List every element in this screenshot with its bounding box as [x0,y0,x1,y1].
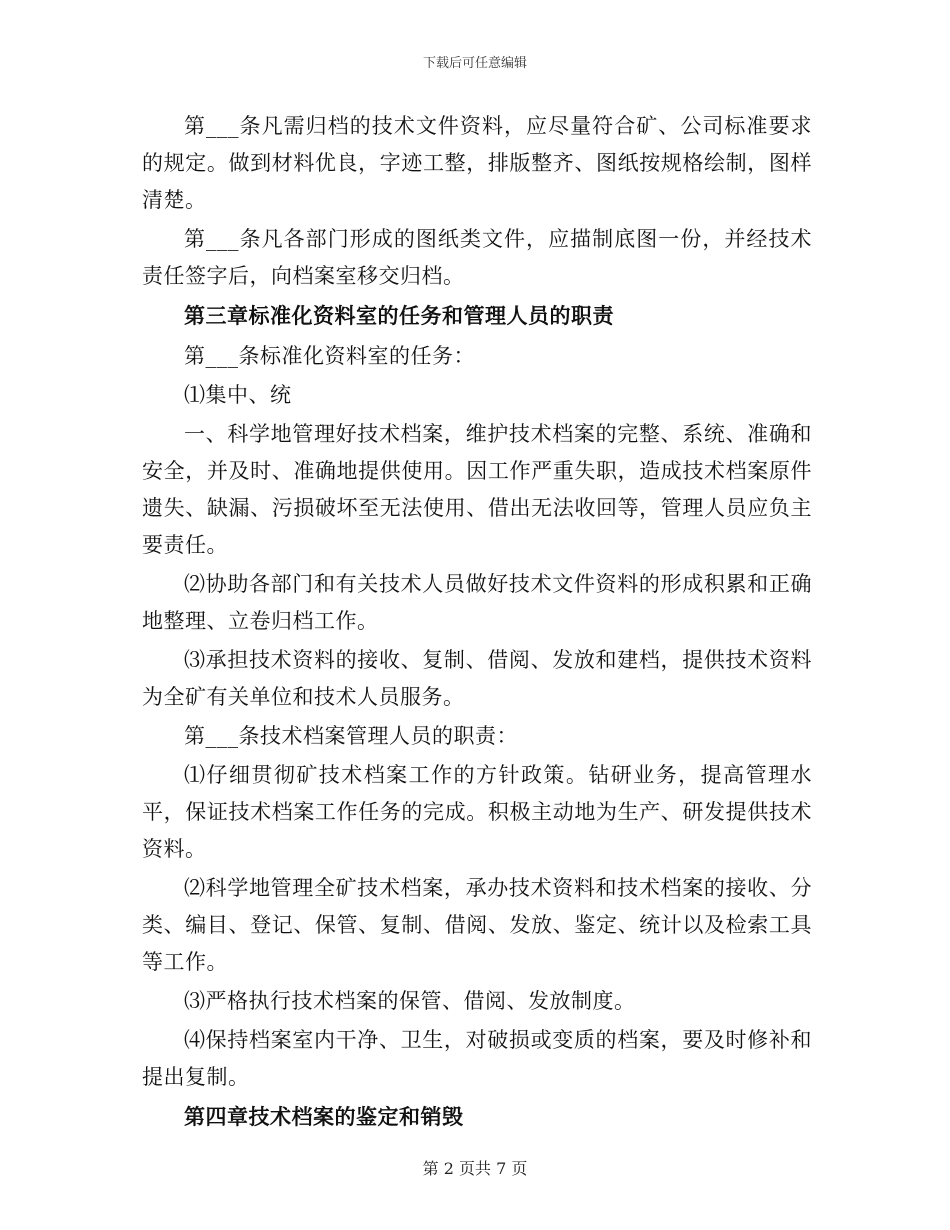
paragraph: ⑴集中、统 [184,383,292,407]
paragraph: ⑵科学地管理全矿技术档案，承办技术资料和技术档案的接收、分类、编目、登记、保管、复制、借阅、发放、鉴定、统计以及检索工具等工作。 [142,876,812,974]
document-body [142,108,812,1139]
chapter-heading: 第三章标准化资料室的任务和管理人员的职责 [184,303,614,328]
paragraph: ⑴仔细贯彻矿技术档案工作的方针政策。钻研业务，提高管理水平，保证技术档案工作任务的完成。积极主动地为生产、研发提供技术资料。 [142,763,812,861]
paragraph: 一、科学地管理好技术档案，维护技术档案的完整、系统、准确和安全，并及时、准确地提供使用。因工作严重失职，造成技术档案原件遗失、缺漏、污损破坏至无法使用、借出无法收回等，管理人员应负主要责任。 [142,422,812,557]
paragraph: ⑶承担技术资料的接收、复制、借阅、发放和建档，提供技术资料为全矿有关单位和技术人员服务。 [142,648,812,709]
paragraph: 第___条标准化资料室的任务： [184,344,475,368]
paragraph: ⑶严格执行技术档案的保管、借阅、发放制度。 [184,989,636,1013]
paragraph: ⑷保持档案室内干净、卫生，对破损或变质的档案，要及时修补和提出复制。 [142,1028,812,1089]
paragraph: ⑵协助各部门和有关技术人员做好技术文件资料的形成积累和正确地整理、立卷归档工作。 [142,572,812,633]
paragraph: 第___条凡需归档的技术文件资料，应尽量符合矿、公司标准要求的规定。做到材料优良，字迹工整，排版整齐、图纸按规格绘制，图样清楚。 [142,114,812,212]
chapter-heading: 第四章技术档案的鉴定和销毁 [184,1104,464,1129]
page-footer: 第 2 页共 7 页 [422,1159,528,1178]
paragraph: 第___条凡各部门形成的图纸类文件，应描制底图一份，并经技术责任签字后，向档案室移交归档。 [142,227,812,288]
paragraph: 第___条技术档案管理人员的职责： [184,724,518,748]
page-header: 下载后可任意编辑 [422,56,527,71]
